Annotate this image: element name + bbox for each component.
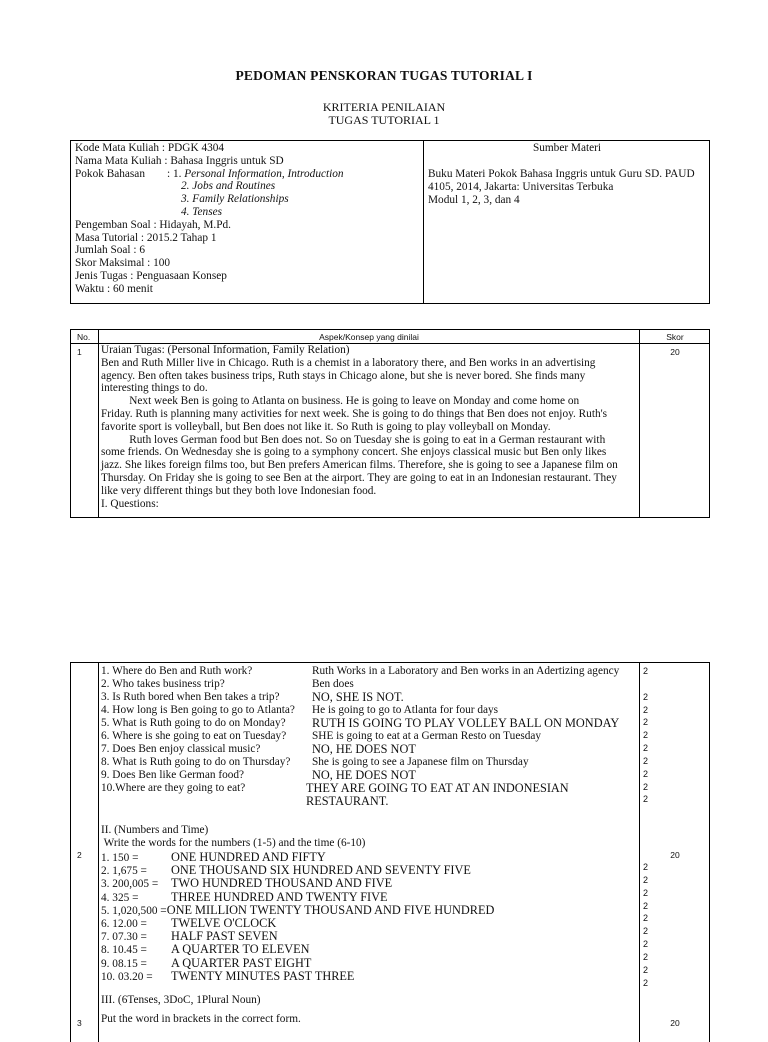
score-value: 2	[643, 717, 649, 728]
pokok-num-1: 1.	[172, 167, 185, 180]
question-text: 3. Is Ruth bored when Ben takes a trip?	[101, 691, 280, 704]
answer-text: NO, HE DOES NOT	[312, 742, 416, 757]
pokok-bahasan-row	[75, 167, 344, 181]
answer-text: THEY ARE GOING TO EAT AT AN INDONESIAN	[306, 781, 569, 796]
number-question: 7. 07.30 =	[101, 931, 147, 944]
number-answer: A QUARTER PAST EIGHT	[171, 955, 312, 970]
passage-line: I. Questions:	[101, 497, 159, 510]
number-question: 5. 1,020,500 =	[101, 904, 167, 917]
passage-line: Ben and Ruth Miller live in Chicago. Ruth is a chemist in a laboratory there, and Ben works in an advertising	[101, 356, 596, 369]
score-value: 2	[643, 704, 649, 715]
question-text: 1. Where do Ben and Ruth work?	[101, 665, 253, 677]
section-2-score: 20	[670, 850, 680, 860]
sumber-line: 4105, 2014, Jakarta: Universitas Terbuka	[428, 180, 614, 193]
question-row	[101, 665, 620, 678]
passage-line: like very different things but they both love Indonesian food.	[101, 484, 377, 497]
number-answer: TWO HUNDRED THOUSAND AND FIVE	[171, 876, 393, 891]
kode-mata-kuliah: Kode Mata Kuliah : PDGK 4304	[75, 142, 225, 154]
question-row	[101, 794, 389, 809]
number-question: 1. 150 =	[101, 852, 139, 864]
passage-line: Friday. Ruth is planning many activities for next week. She is going to do things that Ben does not enjoy. Ruth's	[101, 407, 608, 420]
section-2-title: II. (Numbers and Time)	[101, 824, 209, 836]
number-answer: A QUARTER TO ELEVEN	[171, 942, 310, 957]
masa-tutorial: Masa Tutorial : 2015.2 Tahap 1	[75, 231, 217, 244]
question-text: 10.Where are they going to eat?	[101, 782, 246, 795]
passage-line: Next week Ben is going to Atlanta on business. He is going to leave on Monday and come home on	[101, 395, 580, 408]
question-row	[101, 690, 404, 705]
number-question: 10. 03.20 =	[101, 970, 153, 983]
question-text: 5. What is Ruth going to do on Monday?	[101, 717, 286, 730]
sumber-heading: Sumber Materi	[532, 142, 602, 154]
question-row	[101, 678, 354, 691]
number-question: 6. 12.00 =	[101, 917, 147, 930]
pokok-bahasan-colon: : 1. Personal Information, Introduction	[167, 167, 344, 180]
numbers-list	[101, 851, 494, 983]
question-row	[101, 716, 620, 731]
passage-line: Thursday. On Friday she is going to see Ben at the airport. They are going to eat in an Indonesian restaurant. They	[101, 471, 617, 484]
question-text: 2. Who takes business trip?	[101, 678, 225, 691]
answer-text: RUTH IS GOING TO PLAY VOLLEY BALL ON MONDAY	[312, 716, 620, 731]
number-answer: HALF PAST SEVEN	[171, 929, 278, 944]
score-value: 2	[643, 887, 649, 898]
section-2-instructions: Write the words for the numbers (1-5) and the time (6-10)	[101, 837, 366, 849]
nama-mata-kuliah: Nama Mata Kuliah : Bahasa Inggris untuk SD	[75, 154, 284, 167]
col-header-skor: Skor	[666, 332, 684, 342]
jenis-tugas: Jenis Tugas : Penguasaan Konsep	[75, 269, 227, 282]
number-row	[101, 957, 494, 970]
col-header-aspek: Aspek/Konsep yang dinilai	[319, 332, 419, 342]
section-3-title: III. (6Tenses, 3DoC, 1Plural Noun)	[101, 994, 261, 1006]
sumber-line: Modul 1, 2, 3, dan 4	[428, 193, 520, 206]
row-number: 1	[77, 347, 82, 357]
section-3-instructions: Put the word in brackets in the correct form.	[101, 1013, 301, 1025]
number-answer: TWENTY MINUTES PAST THREE	[171, 968, 355, 983]
answer-text-continued: RESTAURANT.	[306, 794, 389, 809]
number-answer: ONE HUNDRED AND FIFTY	[171, 850, 326, 864]
question-row	[101, 704, 499, 717]
number-question: 3. 200,005 =	[101, 878, 159, 891]
answer-text: SHE is going to eat at a German Resto on Tuesday	[312, 730, 542, 743]
score-value: 2	[643, 900, 649, 911]
number-row	[101, 943, 494, 956]
question-text: 6. Where is she going to eat on Tuesday?	[101, 730, 287, 743]
score-value: 2	[643, 939, 649, 950]
subtitle-kriteria: KRITERIA PENILAIAN	[322, 100, 446, 114]
assessment-table-1	[70, 329, 710, 518]
number-question: 9. 08.15 =	[101, 957, 147, 970]
number-row	[101, 904, 494, 917]
question-scores	[643, 665, 648, 806]
passage-line: Ruth loves German food but Ben does not. So on Tuesday she is going to eat in a German restaurant with	[101, 433, 606, 446]
number-row	[101, 877, 494, 890]
page-title: PEDOMAN PENSKORAN TUGAS TUTORIAL I	[235, 68, 533, 83]
score-value: 2	[643, 666, 649, 676]
number-question: 2. 1,675 =	[101, 865, 147, 878]
number-answer: THREE HUNDRED AND TWENTY FIVE	[171, 889, 388, 904]
score-value: 2	[643, 913, 649, 924]
col-header-no: No.	[77, 332, 91, 342]
number-answer: TWELVE O'CLOCK	[171, 915, 277, 930]
question-text: 7. Does Ben enjoy classical music?	[101, 743, 261, 756]
question-row	[101, 756, 529, 769]
waktu: Waktu : 60 menit	[75, 282, 153, 295]
score-value: 2	[643, 964, 649, 975]
section-3-number: 3	[77, 1018, 82, 1028]
passage-line: Uraian Tugas: (Personal Information, Family Relation)	[101, 344, 350, 356]
row-score: 20	[670, 347, 680, 357]
score-value: 2	[643, 768, 649, 779]
question-text: 9. Does Ben like German food?	[101, 769, 245, 782]
pokok-item-2: 2. Jobs and Routines	[181, 180, 276, 193]
score-value: 2	[643, 862, 649, 872]
question-row	[101, 768, 416, 783]
reading-passage	[101, 344, 618, 510]
jumlah-soal: Jumlah Soal : 6	[75, 244, 145, 257]
number-answer: ONE MILLION TWENTY THOUSAND AND FIVE HUNDRED	[166, 902, 495, 917]
score-value: 2	[643, 755, 649, 766]
score-value: 2	[643, 781, 649, 792]
score-value: 2	[643, 743, 649, 754]
course-info-left	[75, 142, 344, 296]
questions-list	[101, 665, 620, 809]
score-value: 2	[643, 691, 649, 702]
score-value: 2	[643, 926, 649, 937]
assessment-table-2	[70, 662, 710, 1042]
sumber-line: Buku Materi Pokok Bahasa Inggris untuk Guru SD. PAUD	[428, 168, 695, 180]
question-row	[101, 742, 416, 757]
sumber-materi	[428, 168, 695, 206]
question-row	[101, 781, 569, 796]
number-question: 4. 325 =	[101, 891, 139, 904]
pokok-item-1: Personal Information, Introduction	[184, 167, 344, 180]
score-value: 2	[643, 951, 649, 962]
answer-text: She is going to see a Japanese film on Thursday	[312, 756, 529, 769]
pokok-item-4: 4. Tenses	[181, 205, 223, 218]
sumber-heading-cell	[424, 142, 710, 155]
answer-text: Ben does	[312, 678, 354, 691]
answer-text: NO, HE DOES NOT	[312, 768, 416, 783]
question-text: 4. How long is Ben going to go to Atlanta?	[101, 704, 295, 717]
section-3-score: 20	[670, 1018, 680, 1028]
passage-line: interesting things to do.	[101, 382, 208, 395]
question-text: 8. What is Ruth going to do on Thursday?	[101, 756, 291, 769]
passage-line: agency. Ben often takes business trips, Ruth stays in Chicago alone, but she is never bored. She finds many	[101, 369, 586, 382]
course-info-table	[70, 140, 710, 304]
pengemban-soal: Pengemban Soal : Hidayah, M.Pd.	[75, 218, 231, 231]
answer-text: Ruth Works in a Laboratory and Ben works in an Adertizing agency	[312, 665, 620, 677]
pokok-bahasan-label: Pokok Bahasan	[75, 167, 145, 180]
skor-maksimal: Skor Maksimal : 100	[75, 257, 171, 270]
passage-line: jazz. She likes foreign films too, but Ben prefers American films. Therefore, she is going to see a Japanese film on	[101, 459, 618, 472]
pokok-item-3: 3. Family Relationships	[181, 193, 289, 206]
score-value: 2	[643, 977, 649, 988]
number-scores	[643, 861, 648, 989]
number-question: 8. 10.45 =	[101, 944, 147, 957]
passage-line: some friends. On Wednesday she is going to a symphony concert. She enjoys classical music but Ben only likes	[101, 446, 607, 459]
score-value	[643, 678, 648, 691]
score-value: 2	[643, 874, 649, 885]
score-value: 2	[643, 730, 649, 741]
number-answer: ONE THOUSAND SIX HUNDRED AND SEVENTY FIVE	[171, 863, 471, 878]
number-row	[101, 917, 494, 930]
answer-text: NO, SHE IS NOT.	[312, 690, 404, 705]
number-row	[101, 970, 494, 983]
passage-line: favorite sport is volleyball, but Ben does not like it. So Ruth is going to play volleyball on Monday.	[101, 420, 551, 433]
section-2-number: 2	[77, 850, 82, 860]
subtitle-tugas: TUGAS TUTORIAL 1	[328, 113, 440, 127]
answer-text: He is going to go to Atlanta for four days	[312, 704, 499, 717]
question-row	[101, 730, 542, 743]
score-value: 2	[643, 794, 649, 805]
